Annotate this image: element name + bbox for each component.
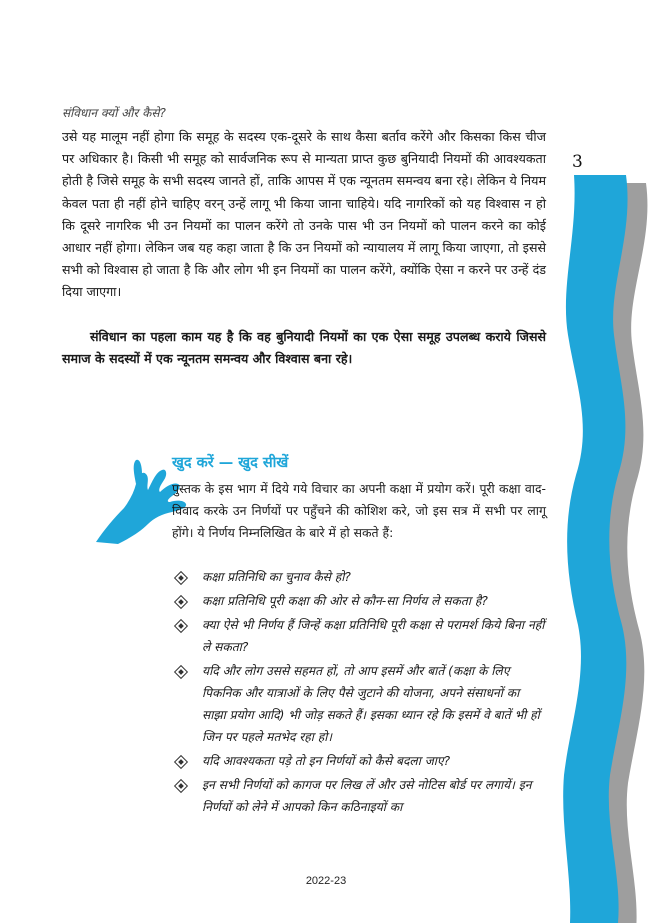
list-item	[172, 750, 546, 772]
list-item	[172, 566, 546, 588]
body-paragraph-1: उसे यह मालूम नहीं होगा कि समूह के सदस्य एक-दूसरे के साथ कैसा बर्ताव करेंगे और किसका किस चीज पर अधिकार है। किसी भी समूह को सार्वजनिक रूप से मान्यता प्राप्त कुछ बुनियादी नियमों की आवश्यकता होती है जिसे समूह के सभी सदस्य जानते हों, ताकि आपस में एक न्यूनतम समन्वय बना रहे। लेकिन ये नियम केवल पता ही नहीं होने चाहिए वरन् उन्हें लागू भी किया जाना चाहिये। यदि नागरिकों को यह विश्वास न हो कि दूसरे नागरिक भी उन नियमों का पालन करेंगे तो उनके पास भी उन नियमों को पालन करने का कोई आधार नहीं होगा। लेकिन जब यह कहा जाता है कि उन नियमों को न्यायालय में लागू किया जाएगा, तो इससे सभी को विश्वास हो जाता है कि और लोग भी इन नियमों का पालन करेंगे, क्योंकि ऐसा न करने पर उन्हें दंड दिया जाएगा।	[62, 129, 546, 300]
diamond-bullet-icon	[174, 755, 188, 769]
list-item-text: यदि और लोग उससे सहमत हों, तो आप इसमें और बातें (कक्षा के लिए पिकनिक और यात्राओं के लिए पैसे जुटाने की योजना, अपने संसाधनों का साझा प्रयोग आदि) भी जोड़ सकते हैं। इसका ध्यान रहे कि इसमें वे बातें भी हों जिन पर पहले मतभेद रहा हो।	[202, 664, 540, 744]
list-item-text: कक्षा प्रतिनिधि पूरी कक्षा की ओर से कौन-सा निर्णय ले सकता है?	[202, 594, 488, 608]
running-header: संविधान क्यों और कैसे?	[62, 106, 166, 120]
margin-wave-decoration	[560, 175, 652, 923]
list-item	[172, 614, 546, 658]
list-item-text: कक्षा प्रतिनिधि का चुनाव कैसे हो?	[202, 570, 351, 584]
list-item	[172, 590, 546, 612]
list-item-text: इन सभी निर्णयों को कागज पर लिख लें और उसे नोटिस बोर्ड पर लगायें। इन निर्णयों को लेने में आपको किन कठिनाइयों का	[202, 778, 532, 814]
list-item-text: यदि आवश्यकता पड़े तो इन निर्णयों को कैसे बदला जाए?	[202, 754, 451, 768]
list-item	[172, 774, 546, 818]
diamond-bullet-icon	[174, 665, 188, 679]
diamond-bullet-icon	[174, 571, 188, 585]
list-item	[172, 660, 546, 748]
footer-year: 2022-23	[305, 875, 347, 887]
activity-list	[172, 566, 546, 820]
activity-title: खुद करें — खुद सीखें	[172, 455, 289, 471]
diamond-bullet-icon	[174, 779, 188, 793]
activity-intro: पुस्तक के इस भाग में दिये गये विचार का अपनी कक्षा में प्रयोग करें। पूरी कक्षा वाद-विवाद करके उन निर्णयों पर पहुँचने की कोशिश करे, जो इस सत्र में सभी पर लागू होंगे। ये निर्णय निम्नलिखित के बारे में हो सकते हैं:	[172, 481, 546, 540]
body-paragraph-2-bold: संविधान का पहला काम यह है कि वह बुनियादी नियमों का एक ऐसा समूह उपलब्ध कराये जिससे समाज के सदस्यों में एक न्यूनतम समन्वय और विश्वास बना रहे।	[62, 329, 546, 367]
list-item-text: क्या ऐसे भी निर्णय हैं जिन्हें कक्षा प्रतिनिधि पूरी कक्षा से परामर्श किये बिना नहीं ले सकता?	[202, 618, 545, 654]
page-number: 3	[572, 152, 583, 172]
diamond-bullet-icon	[174, 619, 188, 633]
diamond-bullet-icon	[174, 595, 188, 609]
